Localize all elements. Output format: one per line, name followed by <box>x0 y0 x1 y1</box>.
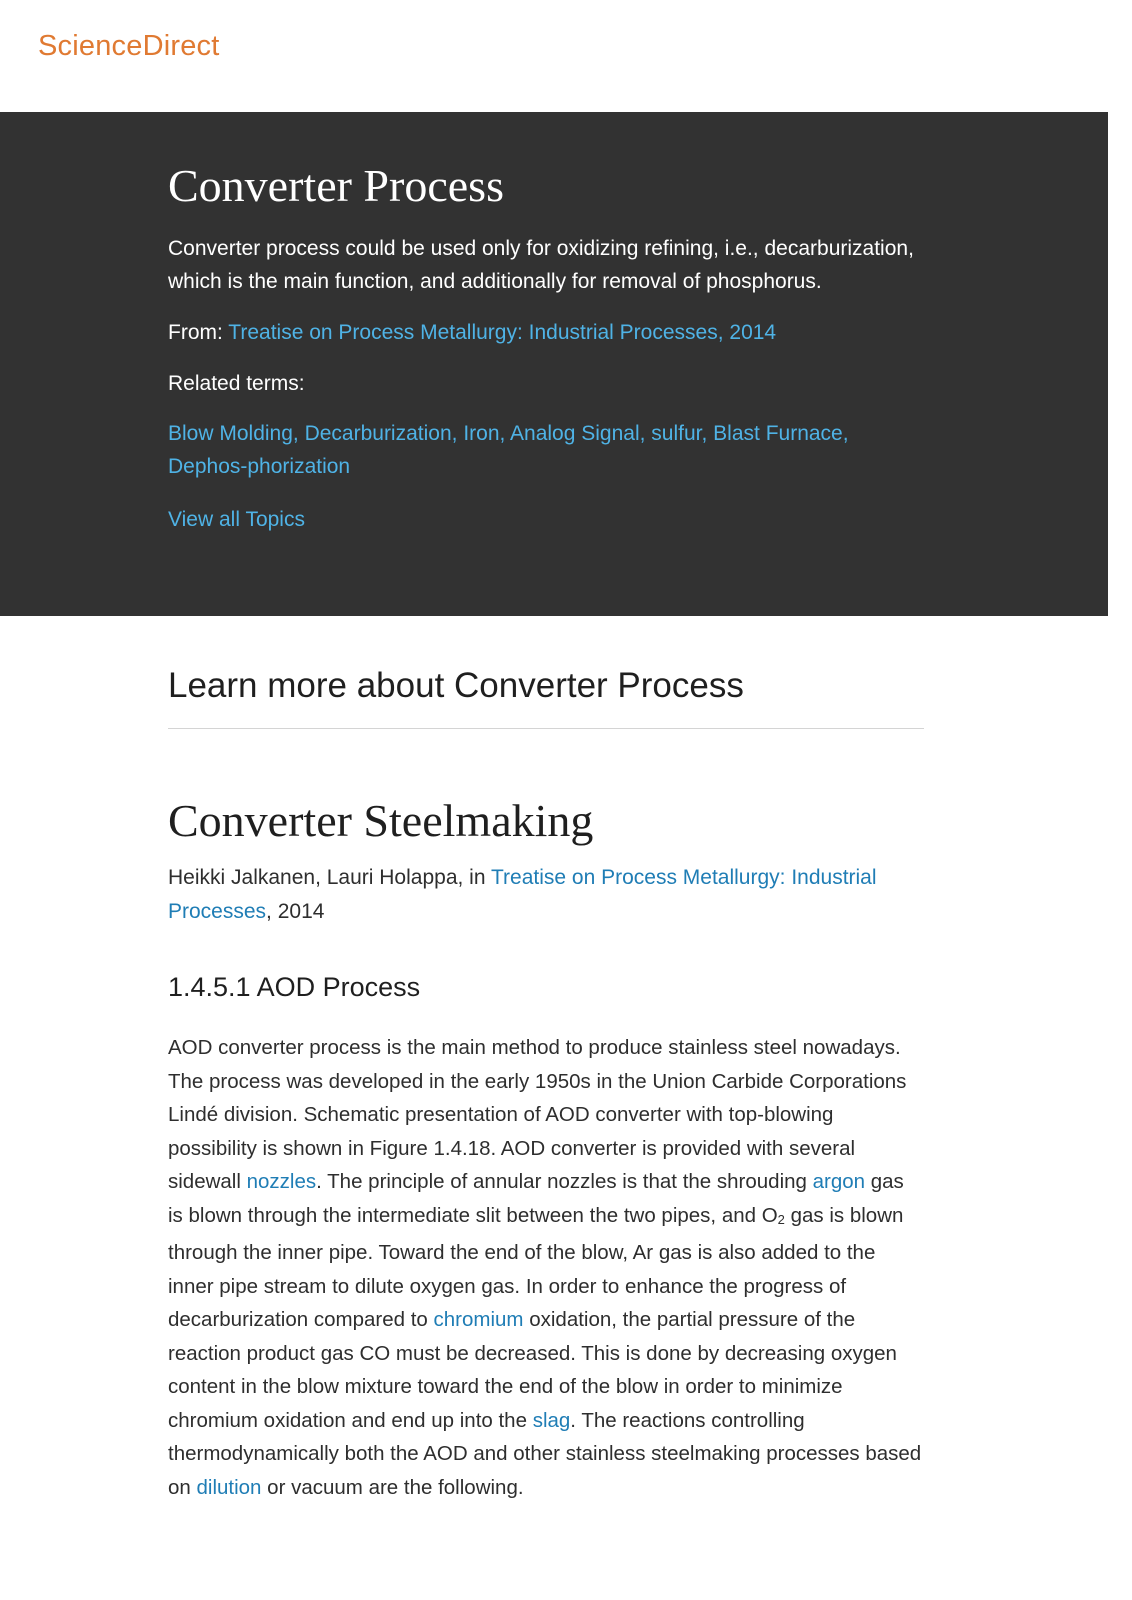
paragraph-text: or vacuum are the following. <box>261 1475 524 1499</box>
sciencedirect-logo[interactable]: ScienceDirect <box>38 30 220 62</box>
authors-text: Heikki Jalkanen, Lauri Holappa, in <box>168 866 486 889</box>
related-term-blast-furnace[interactable]: Blast Furnace, <box>713 422 849 445</box>
related-term-dephosphorization[interactable]: Dephos-phorization <box>168 455 351 478</box>
related-term-blow-molding[interactable]: Blow Molding, <box>168 422 305 445</box>
paragraph-text: AOD converter process is the main method to produce stainless steel nowadays. The process was developed in the early 1950s in the Union Carbide Corporations Lindé division. Schematic presentation of AOD converter with top-blowing possibility is shown in Figure 1.4.18. AOD converter is provided with several sidewall <box>168 1036 907 1193</box>
view-all-topics <box>168 503 928 536</box>
top-bar <box>0 0 1132 112</box>
section-paragraph <box>168 1031 924 1504</box>
topic-title: Converter Process <box>168 160 504 211</box>
paragraph-text: . The principle of annular nozzles is that the shrouding <box>316 1170 813 1193</box>
view-all-topics-link[interactable]: View all Topics <box>168 508 305 531</box>
related-terms-list <box>168 417 928 483</box>
term-link-dilution[interactable]: dilution <box>196 1475 262 1499</box>
related-term-analog-signal[interactable]: Analog Signal, <box>510 422 652 445</box>
section-title: 1.4.5.1 AOD Process <box>168 972 421 1002</box>
related-terms-label: Related terms: <box>168 372 305 395</box>
term-link-argon[interactable]: argon <box>812 1170 866 1193</box>
chapter-source-link[interactable]: Treatise on Process Metallurgy: Industrial Processes <box>168 866 877 923</box>
paragraph-text: gas is blown through the inner pipe. Toward the end of the blow, Ar gas is also added to the inner pipe stream to dilute oxygen gas. In order to enhance the progress of decarburization compared to <box>168 1203 904 1331</box>
topic-source <box>168 316 928 349</box>
main-content <box>168 660 924 1504</box>
learn-more-heading: Learn more about Converter Process <box>168 660 924 729</box>
paragraph-text: oxidation, the partial pressure of the reaction product gas CO must be decreased. This is done by decreasing oxygen content in the blow mixture toward the end of the blow in order to minimize chromium oxidation and end up into the <box>168 1308 897 1432</box>
subscript: 2 <box>777 1211 785 1227</box>
term-link-chromium[interactable]: chromium <box>433 1308 524 1331</box>
from-label: From: <box>168 321 223 344</box>
related-term-decarburization[interactable]: Decarburization, <box>304 422 464 445</box>
related-term-sulfur[interactable]: sulfur, <box>651 422 714 445</box>
topic-banner-content <box>168 158 928 536</box>
term-link-slag[interactable]: slag <box>532 1408 571 1432</box>
chapter-authors <box>168 861 924 929</box>
topic-definition: Converter process could be used only for oxidizing refining, i.e., decarburization, which is the main function, and additionally for removal of phosphorus. <box>168 237 914 293</box>
related-term-iron[interactable]: Iron, <box>463 422 511 445</box>
paragraph-text: . The reactions controlling thermodynamically both the AOD and other stainless steelmaking processes based on <box>168 1408 922 1499</box>
chapter-year: , 2014 <box>266 900 325 923</box>
topic-banner <box>0 112 1108 616</box>
chapter-title: Converter Steelmaking <box>168 795 594 846</box>
term-link-nozzles[interactable]: nozzles <box>246 1170 317 1193</box>
source-book-link[interactable]: Treatise on Process Metallurgy: Industrial Processes, 2014 <box>228 321 777 344</box>
paragraph-text: gas is blown through the intermediate slit between the two pipes, and O <box>168 1170 904 1227</box>
